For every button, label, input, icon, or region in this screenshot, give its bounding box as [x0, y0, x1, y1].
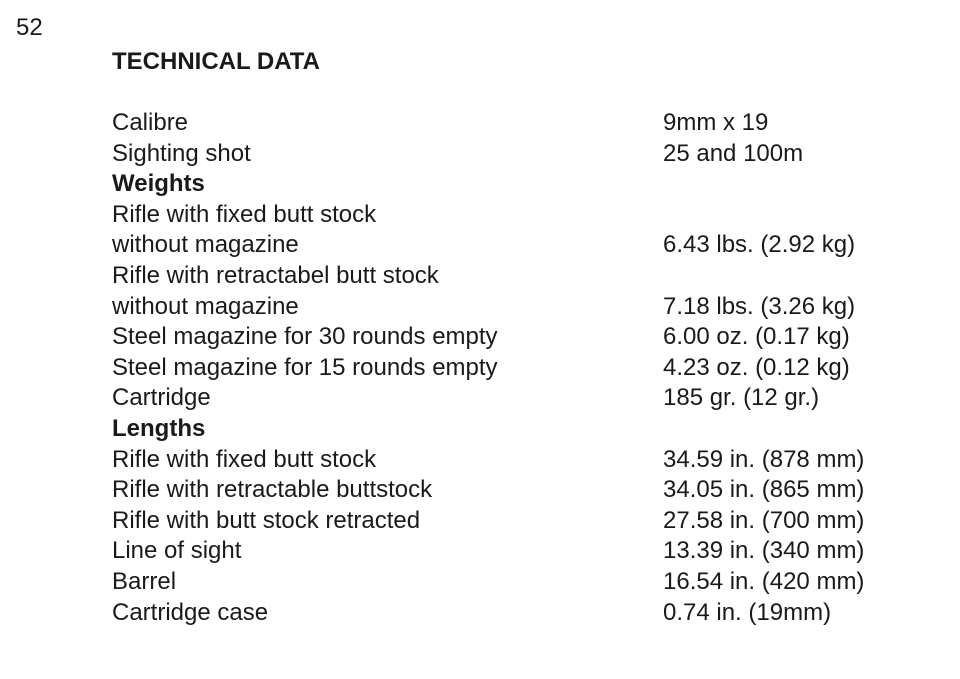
- spec-heading-lengths: [112, 414, 912, 445]
- spec-row-length-fixed-stock: [112, 445, 912, 476]
- spec-label: without magazine: [112, 231, 299, 259]
- spec-value: 34.05 in. (865 mm): [663, 476, 865, 504]
- spec-value: 27.58 in. (700 mm): [663, 506, 865, 534]
- spec-label: Barrel: [112, 567, 177, 595]
- spec-row-cartridge: [112, 383, 912, 414]
- spec-row-retractable-stock-label: [112, 261, 912, 292]
- spec-value: 4.23 oz. (0.12 kg): [663, 353, 850, 381]
- spec-value: 13.39 in. (340 mm): [663, 537, 865, 565]
- spec-value: 9mm x 19: [663, 109, 769, 136]
- spec-label: Rifle with butt stock retracted: [112, 506, 421, 534]
- spec-label: Steel magazine for 30 rounds empty: [112, 323, 498, 351]
- spec-row-magazine-15: [112, 353, 912, 384]
- spec-row-fixed-stock-label: [112, 200, 912, 231]
- spec-row-fixed-stock-weight: [112, 230, 912, 261]
- spec-heading-label: Lengths: [112, 414, 206, 442]
- spec-row-length-stock-retracted: [112, 506, 912, 537]
- page-number: 52: [16, 14, 43, 41]
- spec-value: 16.54 in. (420 mm): [663, 567, 865, 595]
- spec-value: 25 and 100m: [663, 139, 804, 167]
- spec-value: 6.00 oz. (0.17 kg): [663, 323, 850, 351]
- spec-value: 6.43 lbs. (2.92 kg): [663, 231, 856, 259]
- spec-label: Rifle with retractable buttstock: [112, 476, 433, 504]
- spec-label: Calibre: [112, 109, 189, 136]
- spec-label: Cartridge case: [112, 598, 269, 626]
- technical-data-table: [112, 108, 912, 628]
- spec-row-sighting-shot: [112, 139, 912, 170]
- spec-label: Steel magazine for 15 rounds empty: [112, 353, 498, 381]
- spec-row-magazine-30: [112, 322, 912, 353]
- spec-row-calibre: [112, 108, 912, 139]
- spec-row-cartridge-case: [112, 598, 912, 629]
- spec-value: 0.74 in. (19mm): [663, 598, 832, 626]
- spec-row-barrel: [112, 567, 912, 598]
- spec-heading-weights: [112, 169, 912, 200]
- spec-label: without magazine: [112, 292, 299, 320]
- spec-label: Sighting shot: [112, 139, 251, 167]
- spec-heading-label: Weights: [112, 170, 205, 198]
- spec-row-retractable-stock-weight: [112, 292, 912, 323]
- spec-label: Line of sight: [112, 537, 242, 565]
- page-title: TECHNICAL DATA: [112, 48, 320, 75]
- spec-row-line-of-sight: [112, 536, 912, 567]
- spec-row-length-retractable-stock: [112, 475, 912, 506]
- spec-label: Cartridge: [112, 384, 211, 412]
- spec-label: Rifle with retractabel butt stock: [112, 261, 439, 289]
- spec-label: Rifle with fixed butt stock: [112, 200, 377, 228]
- spec-value: 34.59 in. (878 mm): [663, 445, 865, 473]
- spec-value: 185 gr. (12 gr.): [663, 384, 820, 412]
- spec-label: Rifle with fixed butt stock: [112, 445, 377, 473]
- spec-value: 7.18 lbs. (3.26 kg): [663, 292, 856, 320]
